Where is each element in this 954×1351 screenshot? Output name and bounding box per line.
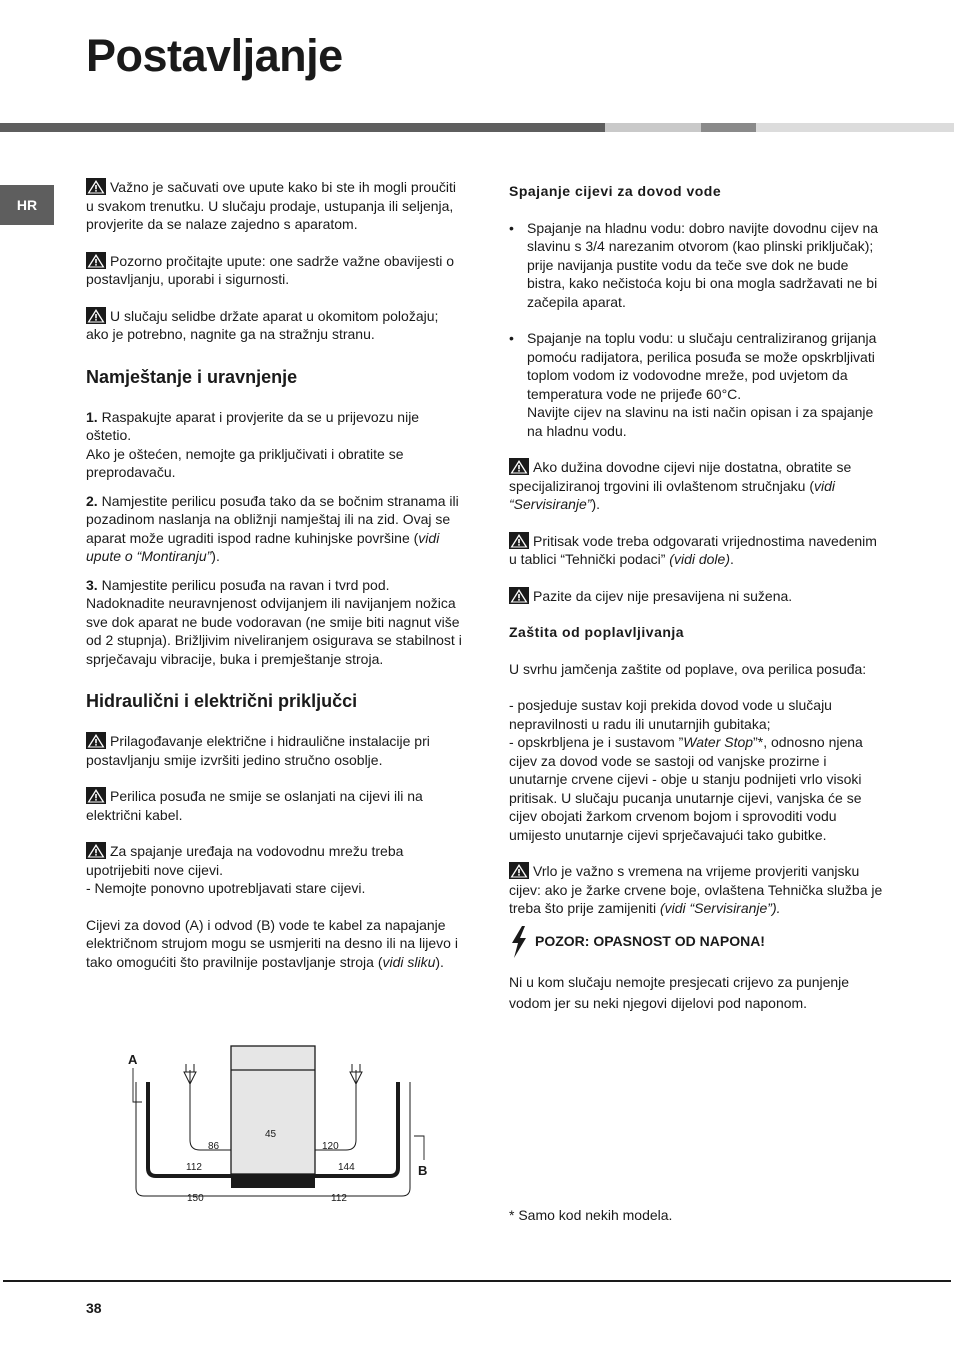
dimension-150: 150	[187, 1193, 204, 1204]
danger-title: POZOR: OPASNOST OD NAPONA!	[535, 932, 765, 949]
warning-text-end: ).	[591, 496, 601, 512]
bullet-text: Spajanje na toplu vodu: u slučaju centraliziranog grijanja pomoću radijatora, perilica posuđa se može opskrbljivati toplom vodom iz vodovodne mreže, pod uvjetom da temperatura vode ne prijeđe 60°C.	[527, 330, 877, 402]
step-text: Ako je oštećen, nemojte ga priključivati i obratite se preprodavaču.	[86, 445, 404, 480]
page-number: 38	[86, 1300, 102, 1316]
installation-diagram	[126, 1042, 426, 1212]
warning-text: U slučaju selidbe držate aparat u okomitom položaju; ako je potrebno, nagnite ga na stražnju stranu.	[86, 307, 439, 342]
connection-list	[509, 219, 885, 441]
warning-triangle-icon	[509, 862, 529, 879]
water-stop-name: Water Stop	[683, 734, 754, 750]
step-number: 3.	[86, 576, 98, 593]
header-bar-pale	[756, 123, 954, 132]
warning-triangle-icon	[86, 307, 106, 324]
warning-paragraph	[86, 307, 464, 344]
step-text-end: ).	[211, 548, 220, 564]
step-text: Raspakujte aparat i provjerite da se u prijevozu nije oštetio.	[86, 408, 420, 443]
dimension-45: 45	[265, 1129, 277, 1140]
flood-intro: U svrhu jamčenja zaštite od poplave, ova perilica posuđa:	[509, 660, 867, 677]
warning-text: Vrlo je važno s vremena na vrijeme provjeriti vanjsku cijev: ako je žarke crvene boje, ovlaštena Tehnička služba je treba što prije zamijeniti	[509, 863, 883, 916]
label-a: A	[128, 1052, 138, 1067]
warning-paragraph	[509, 458, 885, 514]
left-tap	[190, 1070, 231, 1150]
dimension-86: 86	[208, 1141, 220, 1152]
warning-triangle-icon	[509, 587, 529, 604]
warning-triangle-icon	[509, 532, 529, 549]
danger-heading	[509, 926, 885, 958]
section-heading: Namještanje i uravnjenje	[86, 366, 298, 387]
warning-paragraph	[509, 587, 885, 606]
subsection-heading: Zaštita od poplavljivanja	[509, 624, 685, 640]
step-number: 1.	[86, 408, 98, 425]
flood-feature-1: - posjeduje sustav koji prekida dovod vode u slučaju nepravilnosti u radu ili unutarnjih gubitaka;	[509, 697, 832, 732]
header-bar-dark	[0, 123, 605, 132]
dimension-120: 120	[322, 1141, 339, 1152]
right-tap	[315, 1070, 356, 1150]
page-title: Postavljanje	[86, 30, 343, 81]
language-tab	[0, 185, 54, 225]
warning-paragraph	[509, 532, 885, 569]
warning-text-end: .	[730, 551, 734, 567]
warning-paragraph	[509, 862, 885, 918]
dimension-144: 144	[338, 1162, 355, 1173]
label-b: B	[418, 1163, 428, 1178]
dimension-112-left: 112	[186, 1162, 202, 1173]
warning-text: - Nemojte ponovno upotrebljavati stare cijevi.	[86, 880, 366, 896]
warning-text: Pritisak vode treba odgovarati vrijednostima navedenim u tablici “Tehnički podaci”	[509, 532, 877, 567]
body-text-end: ).	[435, 953, 444, 970]
warning-triangle-icon	[509, 458, 529, 475]
language-code: HR	[16, 197, 38, 213]
warning-paragraph	[86, 252, 464, 289]
right-column	[509, 182, 885, 1032]
lightning-bolt-icon	[509, 926, 529, 958]
flood-feature-2-end: ”*, odnosno njena cijev za dovod vode se sastoji od vanjske prozirne i unutarnje crvene cijevi - obje u stanju podnijeti vrlo visoki pritisak. U slučaju pucanja unutarnje cijevi, vanjska će se cijev obojati žarkom crvenom bojom i sprovoditi vodu umijesto unutarnje cijevi sprječavajući tako gubitke.	[509, 734, 863, 843]
service-reference: (vidi “Servisiranje”).	[659, 900, 781, 916]
dimension-112-bottom: 112	[331, 1193, 347, 1204]
appliance-body	[231, 1046, 315, 1174]
subsection-heading: Spajanje cijevi za dovod vode	[509, 183, 722, 199]
header-bar-mid	[701, 123, 756, 132]
flood-feature-2: - opskrbljena je i sustavom ”	[509, 734, 684, 750]
flood-features	[509, 696, 885, 844]
hoses-paragraph	[86, 916, 464, 972]
bottom-rule	[3, 1280, 951, 1282]
table-reference: (vidi dole)	[669, 551, 730, 567]
warning-paragraph	[86, 842, 464, 898]
warning-triangle-icon	[86, 252, 106, 269]
bullet-text: Spajanje na hladnu vodu: dobro navijte dovodnu cijev na slavinu s 3/4 narezanim otvorom (kao plinski priključak); prije navijanja pustite vodu da teče sve dok ne bude bistra, kako nečistoća koju bi ona mogla sadržavati ne bi začepila aparat.	[527, 219, 879, 310]
danger-text: Ni u kom slučaju nemojte presjecati crijevo za punjenje vodom jer su neki njegovi dijelovi pod naponom.	[509, 973, 850, 1011]
label-a-leader	[133, 1068, 142, 1102]
warning-triangle-icon	[86, 732, 106, 749]
figure-reference: vidi sliku	[382, 953, 436, 970]
warning-triangle-icon	[86, 787, 106, 804]
bullet-text: Navijte cijev na slavinu na isti način opisan i za spajanje na hladnu vodu.	[527, 404, 874, 439]
warning-paragraph	[86, 732, 464, 769]
warning-text: Prilagođavanje električne i hidraulične instalacije pri postavljanju smije izvršiti jedino stručno osoblje.	[86, 733, 430, 768]
warning-triangle-icon	[86, 178, 106, 195]
step-3	[86, 576, 464, 669]
left-column	[86, 178, 464, 989]
step-number: 2.	[86, 492, 98, 509]
label-b-leader	[414, 1136, 424, 1160]
warning-text: Perilica posuđa ne smije se oslanjati na cijevi ili na električni kabel.	[86, 788, 423, 823]
step-text: Namjestite perilicu posuđa tako da se bočnim stranama ili pozadinom naslanja na obližnji namještaj ili na zid. Ovaj se aparat može ugraditi ispod radne kuhinjske površine (	[86, 492, 459, 546]
body-text: Cijevi za dovod (A) i odvod (B) vode te kabel za napajanje električnom strujom mogu se usmjeriti na desno ili na lijevo i tako omogućiti što pravilnije postavljanje stroja (	[86, 916, 458, 970]
footnote: * Samo kod nekih modela.	[509, 1207, 673, 1223]
warning-paragraph	[86, 178, 464, 234]
list-item	[509, 329, 885, 440]
service-reference: vidi “Servisiranje”	[509, 477, 836, 512]
section-heading: Hidraulični i električni priključci	[86, 691, 358, 711]
step-reference: vidi upute o “Montiranju”	[86, 529, 440, 564]
warning-text: Za spajanje uređaja na vodovodnu mrežu treba upotrijebiti nove cijevi.	[86, 843, 404, 878]
warning-text: Važno je sačuvati ove upute kako bi ste ih mogli proučiti u svakom trenutku. U slučaju prodaje, ustupanja ili seljenja, provjerite da se nalaze zajedno s aparatom.	[86, 179, 457, 232]
warning-paragraph	[86, 787, 464, 824]
appliance-base	[231, 1174, 315, 1188]
warning-text: Pozorno pročitajte upute: one sadrže važne obavijesti o postavljanju, uporabi i sigurnosti.	[86, 252, 454, 287]
step-text: Namjestite perilicu posuđa na ravan i tvrd pod. Nadoknadite neuravnjenost odvijanjem ili navijanjem nožica sve dok aparat ne bude vodoravan (ne smije biti nagnut više od 2 stupnja). Brižljivim niveliranjem osigurava se stabilnost i sprječavaju vibracije, buka i premještanje stroja.	[86, 576, 462, 667]
step-2	[86, 492, 464, 566]
step-1	[86, 408, 464, 482]
warning-text: Ako dužina dovodne cijevi nije dostatna, obratite se specijaliziranoj trgovini ili ovlaštenom stručnjaku (	[509, 459, 852, 494]
warning-triangle-icon	[86, 842, 106, 859]
warning-text: Pazite da cijev nije presavijena ni sužena.	[533, 587, 793, 604]
list-item	[509, 219, 885, 312]
header-bar-light	[605, 123, 701, 132]
